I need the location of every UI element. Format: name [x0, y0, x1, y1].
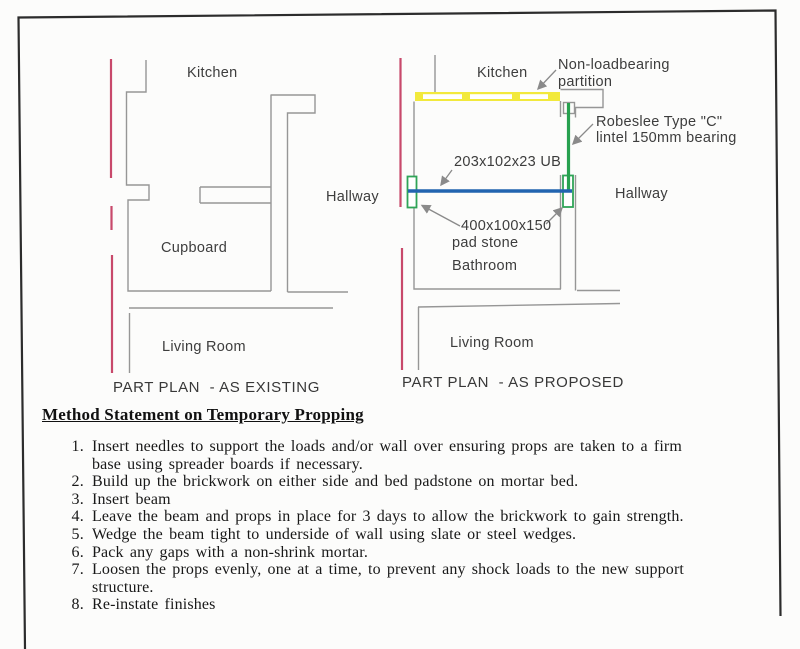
method-step-item: 7. Loosen the props evenly, one at a time, to prevent any shock loads to the new support structure. — [90, 561, 702, 596]
annotation-lintel-line2: lintel 150mm bearing — [596, 130, 737, 146]
method-step-item: 6. Pack any gaps with a non-shrink mortar. — [90, 544, 702, 562]
label-kitchen-existing: Kitchen — [187, 65, 238, 81]
existing-demolition-line — [111, 59, 112, 373]
label-bathroom: Bathroom — [452, 258, 518, 274]
existing-hallway-wall — [271, 95, 316, 292]
label-hallway-proposed: Hallway — [615, 186, 668, 202]
padstone-left-leader-line — [422, 206, 460, 227]
method-step-item: 8. Re-instate finishes — [90, 596, 702, 614]
nonloadbearing-partition-highlight — [415, 92, 560, 101]
annotation-partition-line1: Non-loadbearing — [558, 57, 670, 73]
label-kitchen-proposed: Kitchen — [477, 65, 528, 81]
existing-plan-title: PART PLAN - AS EXISTING — [113, 379, 320, 396]
partition-leader-line — [538, 70, 556, 89]
annotation-partition-line2: partition — [558, 74, 613, 90]
method-step-item: 3. Insert beam — [90, 491, 702, 509]
lintel-leader-line — [573, 124, 593, 144]
method-statement-steps — [42, 438, 702, 614]
method-step-item: 4. Leave the beam and props in place for 3 days to allow the brickwork to gain strength. — [90, 508, 702, 526]
method-step-item: 5. Wedge the beam tight to underside of wall using slate or steel wedges. — [90, 526, 702, 544]
proposed-demolition-line — [401, 58, 403, 370]
existing-plan-drawing — [111, 59, 348, 373]
beam-leader-line — [441, 170, 452, 185]
proposed-living-room-top-wall — [418, 304, 620, 308]
method-step-item: 1. Insert needles to support the loads and/or wall over ensuring props are taken to a firm base using spreader boards if necessary. — [90, 438, 702, 473]
proposed-plan-drawing — [401, 55, 621, 370]
label-living-room-existing: Living Room — [162, 339, 246, 355]
label-cupboard: Cupboard — [161, 240, 228, 256]
method-statement-heading: Method Statement on Temporary Propping — [42, 405, 364, 424]
label-living-room-proposed: Living Room — [450, 335, 534, 351]
method-statement-section — [42, 405, 766, 614]
method-step-item: 2. Build up the brickwork on either side and bed padstone on mortar bed. — [90, 473, 702, 491]
label-hallway-existing: Hallway — [326, 189, 379, 205]
annotation-lintel-line1: Robeslee Type "C" — [596, 114, 723, 130]
annotation-padstone-line2: pad stone — [452, 235, 519, 251]
annotation-beam-label: 203x102x23 UB — [454, 154, 562, 170]
existing-cupboard-top-wall — [200, 187, 271, 203]
annotation-padstone-line1: 400x100x150 — [461, 218, 552, 234]
proposed-plan-title: PART PLAN - AS PROPOSED — [402, 374, 624, 391]
